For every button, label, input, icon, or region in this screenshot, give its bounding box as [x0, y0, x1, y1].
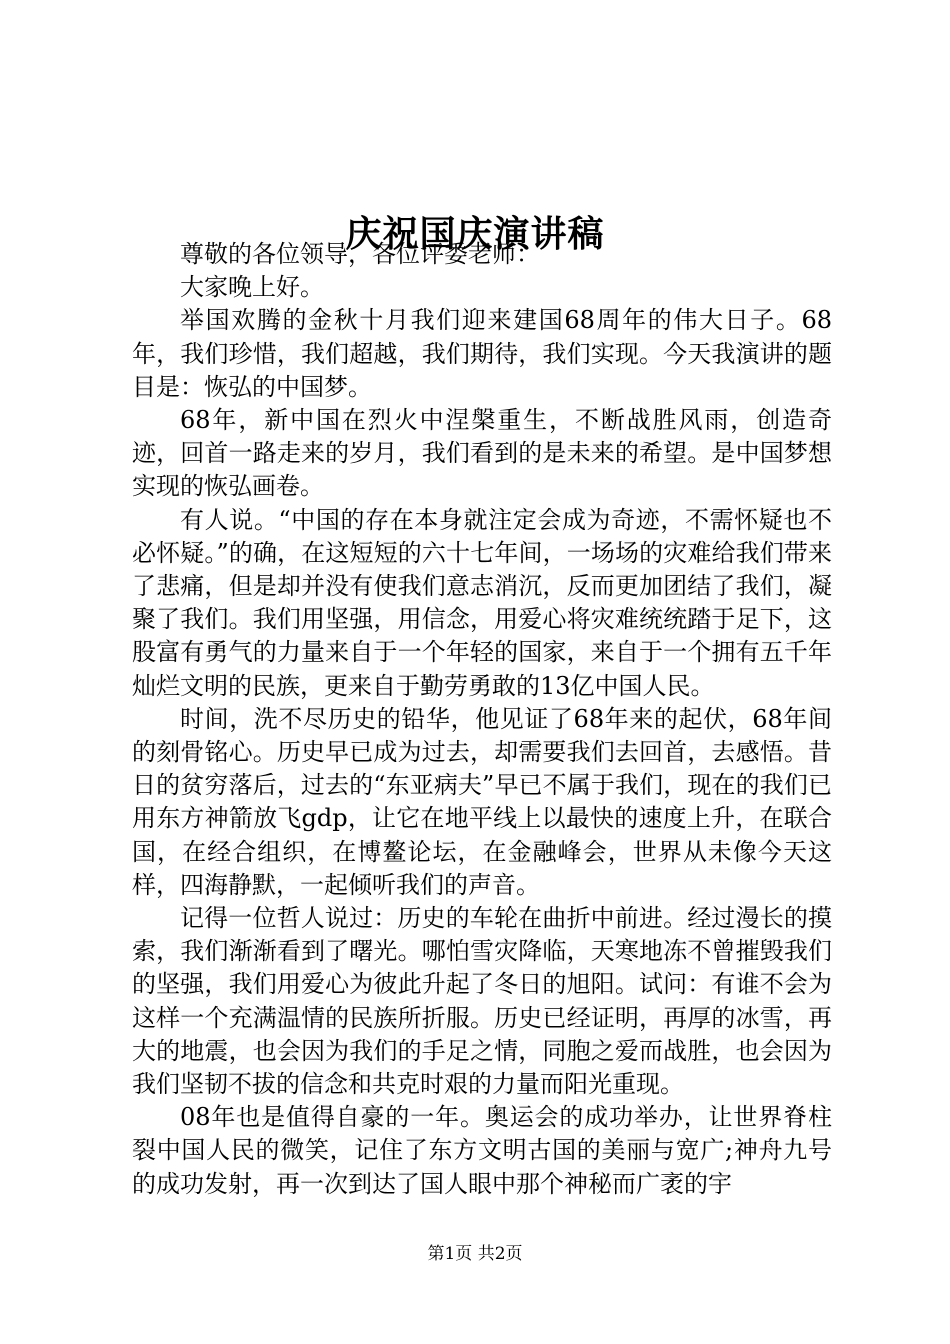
document-body [132, 238, 832, 1201]
paragraph-2: 68年，新中国在烈火中涅槃重生，不断战胜风雨，创造奇迹，回首一路走来的岁月，我们看到的是未来的希望。是中国梦想实现的恢弘画卷。 [132, 406, 832, 501]
document-title: 庆祝国庆演讲稿 [345, 213, 605, 256]
paragraph-5: 记得一位哲人说过：历史的车轮在曲折中前进。经过漫长的摸索，我们渐渐看到了曙光。哪怕雪灾降临，天寒地冻不曾摧毁我们的坚强，我们用爱心为彼此升起了冬日的旭阳。试问：有谁不会为这样一个充满温情的民族所折服。历史已经证明，再厚的冰雪，再大的地震，也会因为我们的手足之情，同胞之爱而战胜，也会因为我们坚韧不拔的信念和共克时艰的力量而阳光重现。 [132, 904, 832, 1099]
paragraph-1: 举国欢腾的金秋十月我们迎来建国68周年的伟大日子。68年，我们珍惜，我们超越，我们期待，我们实现。今天我演讲的题目是：恢弘的中国梦。 [132, 306, 832, 401]
paragraph-greeting: 大家晚上好。 [180, 273, 324, 302]
paragraph-salutation: 尊敬的各位领导，各位评委老师： [180, 240, 540, 268]
page-footer: 第1页 共2页 [427, 1244, 523, 1264]
paragraph-3: 有人说。“中国的存在本身就注定会成为奇迹，不需怀疑也不必怀疑。”的确，在这短短的六十七年间，一场场的灾难给我们带来了悲痛，但是却并没有使我们意志消沉，反而更加团结了我们，凝聚了我们。我们用坚强，用信念，用爱心将灾难统统踏于足下，这股富有勇气的力量来自于一个年轻的国家，来自于一个拥有五千年灿烂文明的民族，更来自于勤劳勇敢的13亿中国人民。 [132, 505, 832, 700]
paragraph-4: 时间，洗不尽历史的铅华，他见证了68年来的起伏，68年间的刻骨铭心。历史早已成为过去，却需要我们去回首，去感悟。昔日的贫穷落后，过去的“东亚病夫”早已不属于我们，现在的我们已用东方神箭放飞gdp，让它在地平线上以最快的速度上升，在联合国，在经合组织，在博鳌论坛，在金融峰会，世界从未像今天这样，四海静默，一起倾听我们的声音。 [132, 704, 832, 899]
paragraph-6: 08年也是值得自豪的一年。奥运会的成功举办，让世界脊柱裂中国人民的微笑，记住了东方文明古国的美丽与宽广;神舟九号的成功发射，再一次到达了国人眼中那个神秘而广袤的宇 [132, 1103, 832, 1198]
